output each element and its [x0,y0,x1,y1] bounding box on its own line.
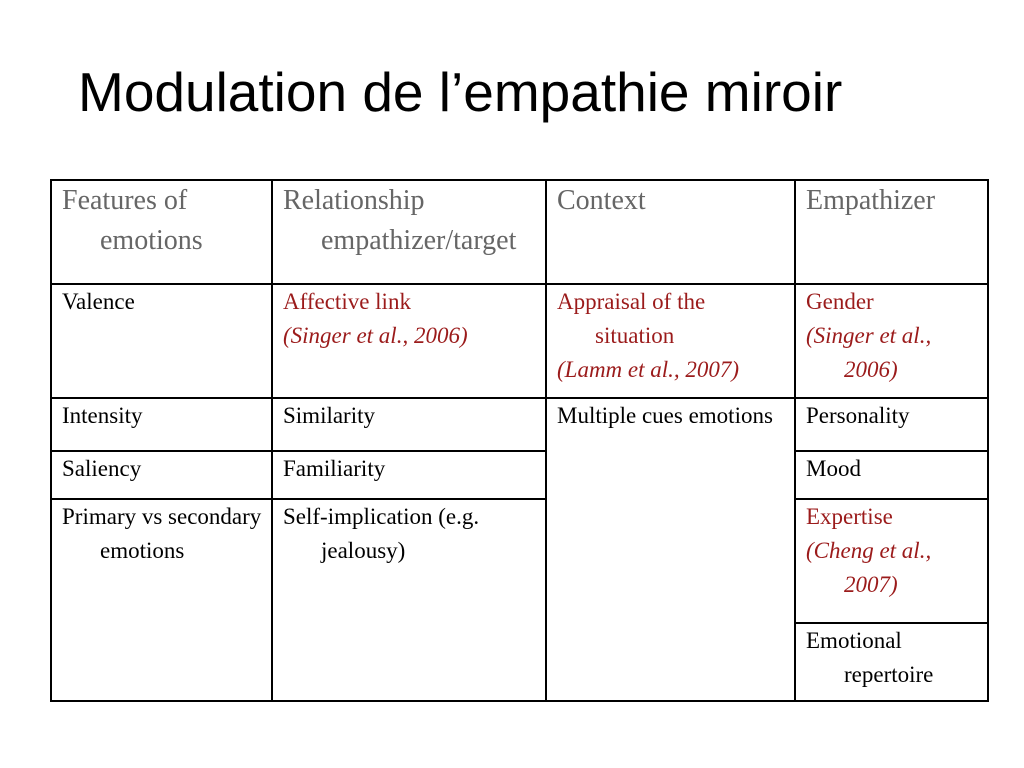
familiarity-text: Familiarity [283,456,386,481]
similarity-text: Similarity [283,403,375,428]
header-cell-empathizer [795,180,988,284]
cell-affective-link [272,284,546,398]
header-relationship-label: Relationship empathizer/target [283,185,517,256]
cell-primary-secondary [51,499,272,701]
primary-secondary-text: Primary vs secondary emotions [62,504,262,563]
gender-citation: (Singer et al., 2006) [806,323,932,382]
cell-self-implication [272,499,546,701]
valence-text: Valence [62,289,135,314]
cell-multiple-cues [546,398,795,701]
appraisal-text: Appraisal of the situation [557,289,706,348]
table-row [51,284,988,398]
cell-intensity [51,398,272,451]
table-row [51,499,988,623]
gender-text: Gender [806,289,874,314]
cell-similarity [272,398,546,451]
cell-mood [795,451,988,499]
affective-link-text: Affective link [283,289,411,314]
appraisal-citation: (Lamm et al., 2007) [557,357,740,382]
header-features-label: Features of emotions [62,185,203,256]
slide-title: Modulation de l’empathie miroir [78,61,843,123]
cell-gender [795,284,988,398]
mood-text: Mood [806,456,861,481]
repertoire-text: Emotional repertoire [806,628,934,687]
header-cell-features [51,180,272,284]
cell-expertise [795,499,988,623]
cell-appraisal [546,284,795,398]
table-row [51,398,988,451]
self-implication-text: Self-implication (e.g. jealousy) [283,504,480,563]
intensity-text: Intensity [62,403,143,428]
personality-text: Personality [806,403,910,428]
table-row [51,451,988,499]
cell-saliency [51,451,272,499]
cell-valence [51,284,272,398]
expertise-citation: (Cheng et al., 2007) [806,538,932,597]
saliency-text: Saliency [62,456,142,481]
header-empathizer-label: Empathizer [806,185,936,216]
modulation-table [50,179,989,702]
cell-personality [795,398,988,451]
cell-repertoire [795,623,988,701]
multiple-cues-text: Multiple cues emotions [557,403,773,428]
expertise-text: Expertise [806,504,893,529]
cell-familiarity [272,451,546,499]
affective-link-citation: (Singer et al., 2006) [283,323,468,348]
header-row [51,180,988,284]
header-context-label: Context [557,185,646,216]
header-cell-relationship [272,180,546,284]
header-cell-context [546,180,795,284]
